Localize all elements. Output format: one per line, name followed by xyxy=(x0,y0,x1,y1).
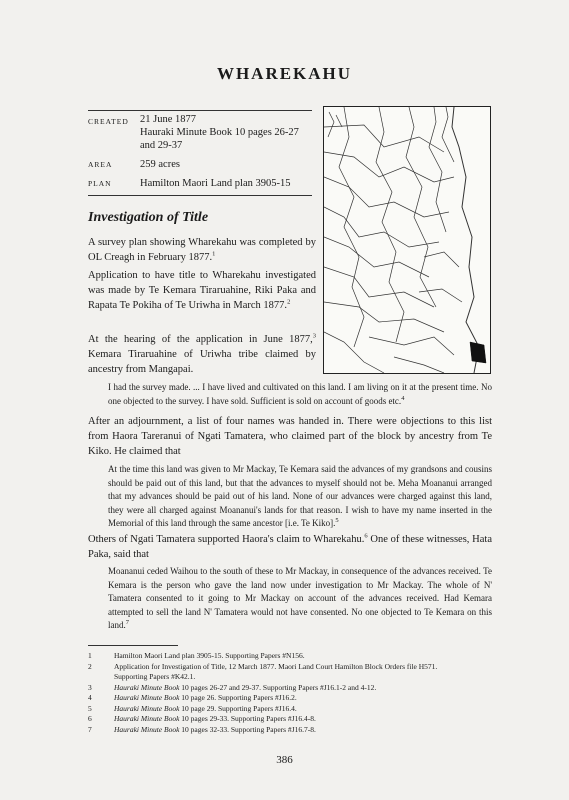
footnote-number: 3 xyxy=(88,682,92,692)
block-metadata xyxy=(88,110,312,196)
footnote-number: 1 xyxy=(88,651,92,660)
footnote-6 xyxy=(88,714,316,725)
footnote-number: 7 xyxy=(88,724,92,734)
quote-3-text: Moananui ceded Waihou to the south of these to Mr Mackay, in consequence of the advances received. Te Kemara is the person who gave the land now under investigation to Mr Mackay. The whole of N' Tamatera consented to it going to Mr Mackay on account of the advances received. Had Kemara attempted to sell the land N' Tamatera would not have consented. No one objected to Te Kemara on this land. xyxy=(108,566,492,630)
footnote-source: Hauraki Minute Book xyxy=(114,682,180,692)
divider xyxy=(88,195,312,196)
paragraph-2-text: Application to have title to Wharekahu investigated was made by Te Kemara Tiraruahine, Riki Paka and Rapata Te Pokiha of Te Uriwha in March 1877. xyxy=(88,270,316,311)
footnote-2-continued xyxy=(88,672,195,683)
map-drawing xyxy=(324,107,490,373)
footnote-ref: 3 xyxy=(312,332,316,340)
created-label: CREATED xyxy=(88,117,129,126)
area-label: AREA xyxy=(88,160,113,169)
footnote-ref: 4 xyxy=(401,394,405,402)
footnote-divider xyxy=(88,645,178,646)
footnote-number: 6 xyxy=(88,714,92,723)
footnote-ref: 1 xyxy=(212,250,216,258)
footnote-ref: 5 xyxy=(335,517,339,524)
quote-1 xyxy=(108,381,492,408)
footnote-source: Hauraki Minute Book xyxy=(114,714,180,723)
created-value xyxy=(140,111,312,152)
plan-label: PLAN xyxy=(88,179,112,188)
footnote-text: Application for Investigation of Title, 12 March 1877. Maori Land Court Hamilton Block Orders file H571. xyxy=(114,661,438,671)
footnote-1 xyxy=(88,651,305,662)
paragraph-5-text-a: Others of Ngati Tamatera supported Haora's claim to Wharekahu. xyxy=(88,534,365,545)
footnote-ref: 7 xyxy=(125,619,129,626)
footnote-number: 5 xyxy=(88,703,92,713)
metadata-table xyxy=(88,111,312,190)
created-ref-line1: Hauraki Minute Book 10 pages 26-27 xyxy=(140,127,299,138)
created-date: 21 June 1877 xyxy=(140,114,196,125)
footnote-text: 10 pages 29-33. Supporting Papers #J16.4-8. xyxy=(179,714,316,723)
footnote-source: Hauraki Minute Book xyxy=(114,693,180,702)
footnote-number: 4 xyxy=(88,693,92,702)
paragraph-3 xyxy=(88,332,316,377)
footnote-text: 10 page 26. Supporting Papers #J16.2. xyxy=(179,693,297,702)
footnote-text: 10 page 29. Supporting Papers #J16.4. xyxy=(179,703,297,713)
page-title: WHAREKAHU xyxy=(216,64,353,83)
footnote-5 xyxy=(88,704,297,715)
page-number: 386 xyxy=(276,754,293,766)
paragraph-5 xyxy=(88,532,492,562)
section-heading: Investigation of Title xyxy=(88,210,209,225)
plan-value: Hamilton Maori Land plan 3905-15 xyxy=(140,178,291,189)
footnote-source: Hauraki Minute Book xyxy=(114,724,180,734)
footnote-text: 10 pages 32-33. Supporting Papers #J16.7-8. xyxy=(179,724,316,734)
paragraph-3-text-a: At the hearing of the application in June 1877, xyxy=(88,334,313,345)
footnote-7 xyxy=(88,725,316,736)
paragraph-2 xyxy=(88,268,316,313)
footnote-ref: 6 xyxy=(364,532,368,540)
area-value: 259 acres xyxy=(140,159,180,170)
created-ref-line2: and 29-37 xyxy=(140,140,183,151)
paragraph-4-text: After an adjournment, a list of four names was handed in. There were objections to this list from Haora Tareranui of Ngati Tamatera, who claimed part of the block by ancestry from Te Kiko. He claimed that xyxy=(88,416,492,457)
quote-2 xyxy=(108,463,492,531)
quote-1-text: I had the survey made. ... I have lived and cultivated on this land. I am living on it at the present time. No one objected to the survey. I have sold. Sufficient is sold on account of goods etc. xyxy=(108,382,492,406)
paragraph-4 xyxy=(88,414,492,459)
survey-map xyxy=(323,106,491,374)
highlighted-block-wharekahu xyxy=(470,342,486,363)
paragraph-5-text-b: One of these witnesses, Hata Paka, said that xyxy=(88,534,492,560)
footnote-text: 10 pages 26-27 and 29-37. Supporting Papers #J16.1-2 and 4-12. xyxy=(179,682,377,692)
footnote-3 xyxy=(88,683,376,694)
footnote-text: Supporting Papers #K42.1. xyxy=(114,672,196,681)
quote-3 xyxy=(108,565,492,633)
footnote-ref: 2 xyxy=(287,298,291,306)
footnote-number: 2 xyxy=(88,661,92,671)
paragraph-1 xyxy=(88,235,316,265)
footnote-4 xyxy=(88,693,297,704)
footnote-source: Hauraki Minute Book xyxy=(114,703,180,713)
quote-2-text: At the time this land was given to Mr Mackay, Te Kemara said the advances of my grandsons and cousins should be paid out of this land, but that the advances to myself should not be. Meha Moananui arranged that my advances should be paid out of his land. None of our advances were charged against this land, they were all charged against Moananui's lands for that reason. I wish to have my name inserted in the Memorial of this land through the same ancestor [i.e. Te Kiko]. xyxy=(108,464,492,528)
footnote-text: Hamilton Maori Land plan 3905-15. Supporting Papers #N156. xyxy=(114,651,305,660)
paragraph-1-text: A survey plan showing Wharekahu was completed by OL Creagh in February 1877. xyxy=(88,237,316,263)
paragraph-3-text-b: Kemara Tiraruahine of Uriwha tribe claimed by ancestry from Mangapai. xyxy=(88,349,316,375)
footnote-2 xyxy=(88,662,437,673)
